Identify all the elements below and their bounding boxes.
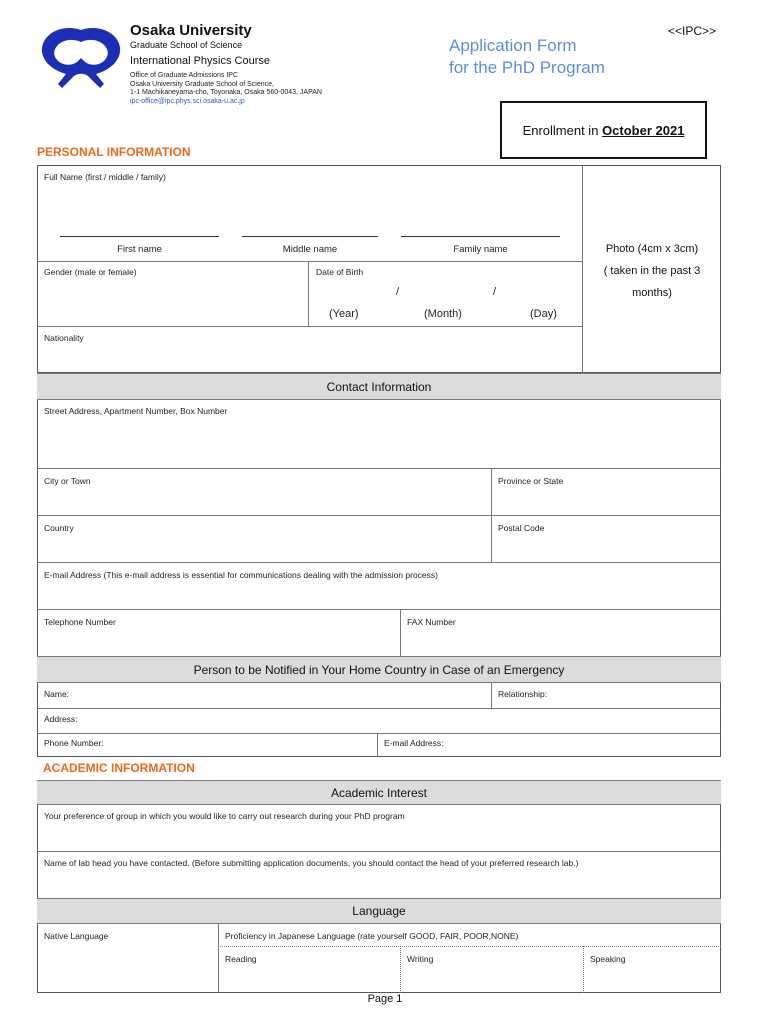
- reading-label: Reading: [225, 954, 257, 964]
- speaking-input[interactable]: [590, 966, 716, 988]
- dob-separator-2: /: [493, 286, 497, 298]
- osaka-university-logo: [38, 24, 124, 94]
- emergency-phone-input[interactable]: [120, 735, 372, 755]
- native-language-input[interactable]: [44, 944, 212, 988]
- emergency-name-input[interactable]: [72, 686, 486, 706]
- relationship-label: Relationship:: [498, 689, 548, 699]
- nationality-input[interactable]: [44, 345, 578, 370]
- enrollment-term: October 2021: [602, 122, 685, 138]
- email-label: E-mail Address (This e-mail address is essential for communications dealing with the admission process): [44, 570, 438, 580]
- page-number: Page 1: [367, 993, 403, 1005]
- nationality-label: Nationality: [44, 333, 84, 343]
- emergency-phone-label: Phone Number:: [44, 738, 104, 748]
- country-input[interactable]: [44, 535, 486, 559]
- street-input[interactable]: [44, 418, 714, 464]
- enrollment-box: Enrollment in October 2021: [500, 101, 707, 159]
- emergency-band: Person to be Notified in Your Home Country in Case of an Emergency: [37, 656, 721, 683]
- country-label: Country: [44, 523, 74, 533]
- photo-placeholder[interactable]: Photo (4cm x 3cm) ( taken in the past 3 months): [603, 243, 701, 299]
- reading-input[interactable]: [225, 966, 395, 988]
- postal-code-input[interactable]: [498, 535, 716, 559]
- telephone-input[interactable]: [44, 629, 394, 653]
- academic-info-heading: ACADEMIC INFORMATION: [43, 761, 195, 775]
- office-address: Office of Graduate Admissions IPC Osaka University Graduate School of Science, 1-1 Machikaneyama-cho, Toyonaka, Osaka 560-0043, JAPAN ipc-office@ipc.phys.sci.osaka-u.ac.jp: [130, 72, 322, 105]
- language-band: Language: [37, 898, 721, 924]
- emergency-address-label: Address:: [44, 714, 78, 724]
- emergency-email-label: E-mail Address:: [384, 738, 444, 748]
- university-name: Osaka University: [130, 22, 252, 39]
- city-label: City or Town: [44, 476, 91, 486]
- office-email-link[interactable]: ipc-office@ipc.phys.sci.osaka-u.ac.jp: [130, 97, 245, 105]
- middle-name-caption: Middle name: [282, 244, 338, 255]
- telephone-label: Telephone Number: [44, 617, 116, 627]
- city-input[interactable]: [44, 488, 486, 512]
- street-label: Street Address, Apartment Number, Box Number: [44, 406, 228, 416]
- academic-interest-band: Academic Interest: [37, 780, 721, 805]
- contact-info-band: Contact Information: [37, 373, 721, 400]
- relationship-input[interactable]: [560, 686, 716, 706]
- province-input[interactable]: [498, 488, 716, 512]
- dob-separator-1: /: [396, 286, 400, 298]
- course-name: International Physics Course: [130, 55, 271, 67]
- province-label: Province or State: [498, 476, 564, 486]
- gender-label: Gender (male or female): [44, 267, 137, 277]
- group-preference-input[interactable]: [44, 823, 714, 849]
- personal-info-heading: PERSONAL INFORMATION: [37, 145, 191, 159]
- email-input[interactable]: [44, 582, 714, 606]
- dob-day-caption: (Day): [530, 308, 557, 320]
- emergency-name-label: Name:: [44, 689, 70, 699]
- emergency-email-input[interactable]: [460, 735, 715, 755]
- lab-head-label: Name of lab head you have contacted. (Before submitting application documents, you should contact the head of your preferred research lab.): [44, 858, 579, 868]
- native-language-label: Native Language: [44, 931, 109, 941]
- family-name-caption: Family name: [453, 244, 508, 255]
- lab-head-input[interactable]: [44, 870, 714, 896]
- graduate-school: Graduate School of Science: [130, 40, 243, 50]
- form-title: Application Form for the PhD Program: [449, 36, 605, 77]
- writing-input[interactable]: [407, 966, 577, 988]
- speaking-label: Speaking: [590, 954, 626, 964]
- fax-label: FAX Number: [407, 617, 456, 627]
- full-name-label: Full Name (first / middle / family): [44, 172, 166, 182]
- first-name-caption: First name: [117, 244, 162, 255]
- dob-label: Date of Birth: [316, 267, 364, 277]
- postal-code-label: Postal Code: [498, 523, 545, 533]
- dob-year-caption: (Year): [329, 308, 359, 320]
- group-preference-label: Your preference of group in which you would like to carry out research during your PhD program: [44, 811, 405, 821]
- full-name-input-area[interactable]: [44, 185, 578, 237]
- emergency-address-input[interactable]: [84, 711, 714, 731]
- japanese-proficiency-label: Proficiency in Japanese Language (rate yourself GOOD, FAIR, POOR,NONE): [225, 931, 519, 941]
- fax-input[interactable]: [407, 629, 715, 653]
- ipc-tag: <<IPC>>: [668, 24, 717, 38]
- dob-month-caption: (Month): [424, 308, 462, 320]
- gender-input[interactable]: [44, 279, 302, 321]
- writing-label: Writing: [407, 954, 434, 964]
